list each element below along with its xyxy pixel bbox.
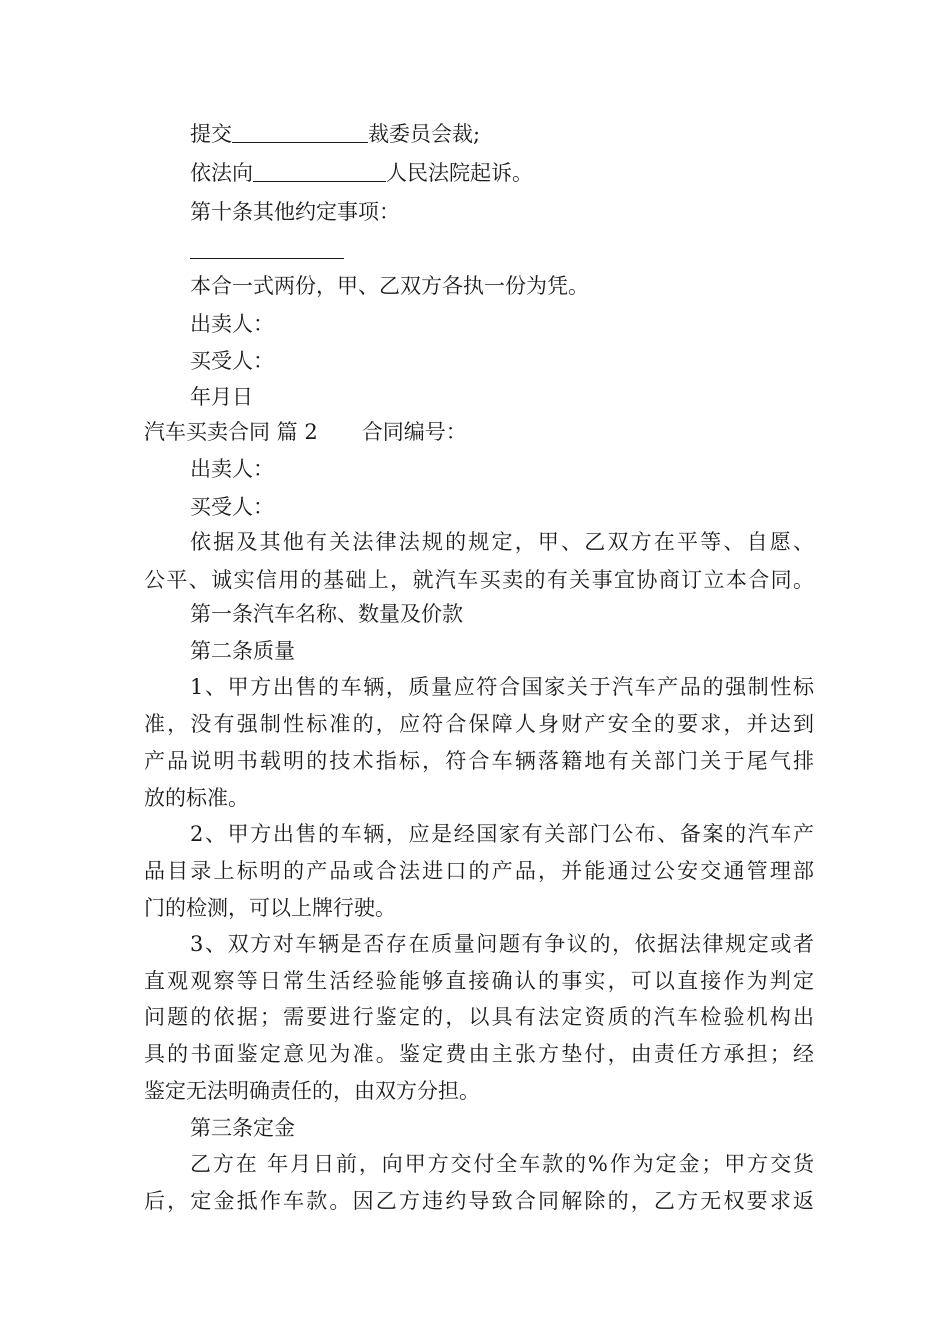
paragraph-line: 鉴定无法明确责任的，由双方分担。 — [144, 1079, 480, 1103]
article-3-heading: 第三条定金 — [190, 1116, 295, 1140]
paragraph-line: 1、甲方出售的车辆，质量应符合国家关于汽车产品的强制性标 — [190, 675, 814, 699]
blank-underline — [190, 236, 344, 259]
copies-clause: 本合一式两份，甲、乙双方各执一份为凭。 — [190, 274, 589, 298]
article-10-heading: 第十条其他约定事项： — [190, 200, 400, 224]
date-label: 年月日 — [190, 385, 253, 409]
paragraph-line: 乙方在 年月日前，向甲方交付全车款的%作为定金；甲方交货 — [190, 1152, 814, 1176]
text: 依法向 — [190, 161, 253, 185]
arbitration-line — [190, 116, 814, 152]
paragraph-line: 直观观察等日常生活经验能够直接确认的事实，可以直接作为判定 — [144, 969, 814, 993]
paragraph-line: 3、双方对车辆是否存在质量问题有争议的，依据法律规定或者 — [190, 932, 814, 956]
contract-title: 汽车买卖合同 篇 2 — [144, 420, 318, 444]
paragraph-line: 后，定金抵作车款。因乙方违约导致合同解除的，乙方无权要求返 — [144, 1189, 814, 1213]
lawsuit-line — [190, 155, 814, 191]
paragraph-line: 问题的依据；需要进行鉴定的，以具有法定资质的汽车检验机构出 — [144, 1005, 814, 1029]
article-1-heading: 第一条汽车名称、数量及价款 — [190, 602, 463, 626]
text: 人民法院起诉。 — [386, 161, 533, 185]
paragraph-line: 产品说明书载明的技术指标，符合车辆落籍地有关部门关于尾气排 — [144, 749, 814, 773]
paragraph-line: 门的检测，可以上牌行驶。 — [144, 896, 396, 920]
text: 提交 — [190, 122, 232, 146]
paragraph-line: 依据及其他有关法律法规的规定，甲、乙双方在平等、自愿、 — [190, 530, 814, 554]
seller-label: 出卖人： — [190, 312, 274, 336]
blank-underline — [232, 120, 368, 143]
paragraph-line: 放的标准。 — [144, 786, 249, 810]
contract-number-label: 合同编号： — [361, 420, 467, 444]
blank-underline — [253, 159, 386, 182]
paragraph-line: 品目录上标明的产品或合法进口的产品，并能通过公安交通管理部 — [144, 859, 814, 883]
buyer-label: 买受人： — [190, 495, 274, 519]
article-2-heading: 第二条质量 — [190, 639, 295, 663]
other-terms-blank-line — [190, 232, 814, 268]
contract-2-title-line — [144, 414, 814, 450]
seller-label: 出卖人： — [190, 457, 274, 481]
paragraph-line: 公平、诚实信用的基础上，就汽车买卖的有关事宜协商订立本合同。 — [144, 568, 814, 592]
paragraph-line: 2、甲方出售的车辆，应是经国家有关部门公布、备案的汽车产 — [190, 822, 814, 846]
paragraph-line: 准，没有强制性标准的，应符合保障人身财产安全的要求，并达到 — [144, 712, 814, 736]
buyer-label: 买受人： — [190, 349, 274, 373]
text: 裁委员会裁; — [368, 122, 481, 146]
paragraph-line: 具的书面鉴定意见为准。鉴定费由主张方垫付，由责任方承担；经 — [144, 1042, 814, 1066]
